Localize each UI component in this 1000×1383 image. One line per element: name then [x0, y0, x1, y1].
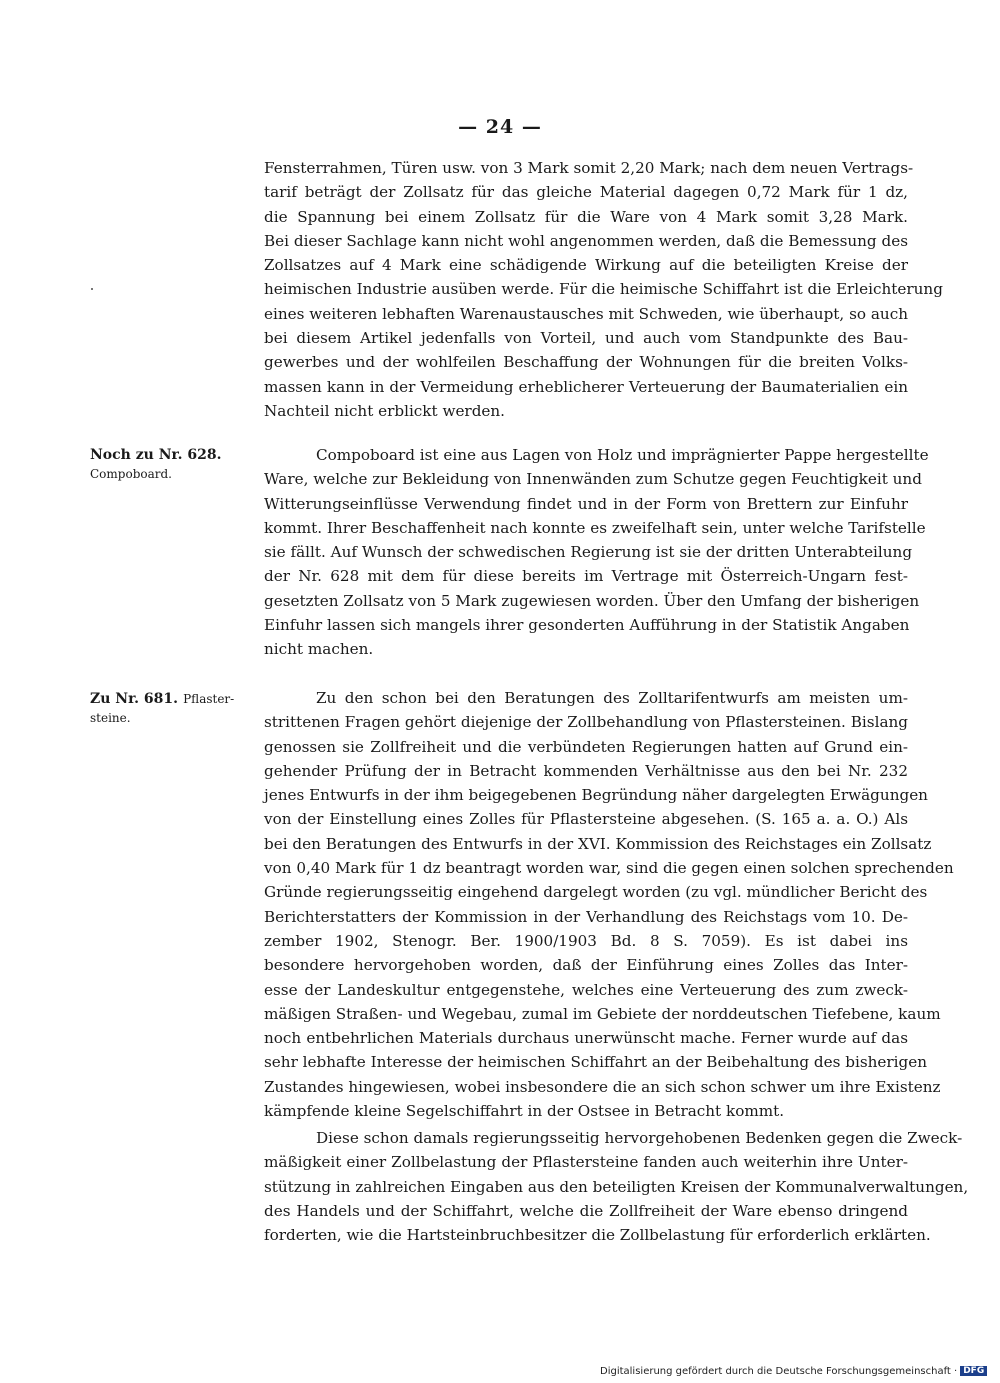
margin-topic-continued: steine.	[90, 711, 131, 725]
margin-ref: Noch zu Nr. 628.	[90, 447, 222, 463]
text-line: mäßigen Straßen- und Wegebau, zumal im Gebiete der norddeutschen Tiefebene, kaum	[264, 1004, 941, 1023]
text-line: forderten, wie die Hartsteinbruchbesitzer die Zollbelastung für erforderlich erklärten.	[264, 1226, 931, 1245]
text-line: Fensterrahmen, Türen usw. von 3 Mark somit 2,20 Mark; nach dem neuen Vertrags-	[264, 159, 914, 177]
text-line: genossen sie Zollfreiheit und die verbündeten Regierungen hatten auf Grund ein-	[264, 737, 908, 756]
text-line: bei diesem Artikel jedenfalls von Vorteil, und auch vom Standpunkte des Bau-	[264, 329, 908, 348]
margin-topic: Compoboard.	[90, 467, 172, 481]
text-line: Berichterstatters der Kommission in der Verhandlung des Reichstags vom 10. De-	[264, 907, 908, 926]
text-line: gewerbes und der wohlfeilen Beschaffung der Wohnungen für die breiten Volks-	[264, 353, 908, 372]
text-line: Witterungseinflüsse Verwendung findet und in der Form von Brettern zur Einfuhr	[264, 494, 908, 513]
text-line: gehender Prüfung der in Betracht kommenden Verhältnisse aus den bei Nr. 232	[264, 761, 908, 780]
text-line: Gründe regierungsseitig eingehend dargelegt worden (zu vgl. mündlicher Bericht des	[264, 883, 928, 902]
text-line: des Handels und der Schiffahrt, welche die Zollfreiheit der Ware ebenso dringend	[264, 1201, 908, 1220]
intro-paragraph	[264, 156, 943, 423]
text-line: strittenen Fragen gehört diejenige der Zollbehandlung von Pflastersteinen. Bislang	[264, 713, 908, 732]
dfg-logo: DFG	[960, 1366, 987, 1376]
text-line: eines weiteren lebhaften Warenaustausches mit Schweden, wie überhaupt, so auch	[264, 304, 908, 323]
text-line: nicht machen.	[264, 640, 374, 659]
margin-topic: Pflaster-	[183, 692, 235, 706]
text-line: zember 1902, Stenogr. Ber. 1900/1903 Bd. 8 S. 7059). Es ist dabei ins	[264, 931, 908, 950]
text-line: Ware, welche zur Bekleidung von Innenwänden zum Schutze gegen Feuchtigkeit und	[264, 470, 922, 489]
speck-mark	[91, 288, 93, 290]
digitization-footer	[600, 1366, 985, 1377]
text-line: Nachteil nicht erblickt werden.	[264, 401, 506, 420]
text-line: esse der Landeskultur entgegenstehe, welches eine Verteuerung des zum zweck-	[264, 980, 908, 999]
text-line: mäßigkeit einer Zollbelastung der Pflastersteine fanden auch weiterhin ihre Unter-	[264, 1153, 908, 1172]
text-line: jenes Entwurfs in der ihm beigegebenen Begründung näher dargelegten Erwägungen	[264, 786, 928, 805]
margin-note-681	[90, 688, 260, 728]
text-line: tarif beträgt der Zollsatz für das gleiche Material dagegen 0,72 Mark für 1 dz,	[264, 183, 908, 202]
text-line: Zustandes hingewiesen, wobei insbesondere die an sich schon schwer um ihre Existenz	[264, 1077, 941, 1096]
text-line: massen kann in der Vermeidung erheblicherer Verteuerung der Baumaterialien ein	[264, 377, 908, 396]
text-line: sie fällt. Auf Wunsch der schwedischen Regierung ist sie der dritten Unterabteilung	[264, 543, 913, 562]
text-line: gesetzten Zollsatz von 5 Mark zugewiesen worden. Über den Umfang der bisherigen	[264, 591, 920, 610]
text-line: Einfuhr lassen sich mangels ihrer gesonderten Aufführung in der Statistik Angaben	[264, 616, 910, 635]
text-line: von 0,40 Mark für 1 dz beantragt worden war, sind die gegen einen solchen sprechenden	[264, 859, 954, 878]
text-line: Zollsatzes auf 4 Mark eine schädigende Wirkung auf die beteiligten Kreise der	[264, 256, 908, 275]
page-number: — 24 —	[458, 116, 542, 138]
text-line: kämpfende kleine Segelschiffahrt in der Ostsee in Betracht kommt.	[264, 1102, 785, 1121]
text-line: die Spannung bei einem Zollsatz für die Ware von 4 Mark somit 3,28 Mark.	[264, 207, 908, 226]
text-line: Bei dieser Sachlage kann nicht wohl angenommen werden, daß die Bemessung des	[264, 231, 908, 250]
paragraph-681-a	[264, 686, 954, 1123]
text-line: noch entbehrlichen Materials durchaus unerwünscht mache. Ferner wurde auf das	[264, 1029, 908, 1048]
text-line: von der Einstellung eines Zolles für Pflastersteine abgesehen. (S. 165 a. a. O.) Als	[264, 810, 908, 829]
margin-note-628	[90, 446, 260, 484]
text-line: bei den Beratungen des Entwurfs in der XVI. Kommission des Reichstages ein Zollsatz	[264, 834, 932, 853]
text-line: Diese schon damals regierungsseitig hervorgehobenen Bedenken gegen die Zweck-	[316, 1129, 963, 1147]
text-line: sehr lebhafte Interesse der heimischen Schiffahrt an der Beibehaltung des bisherigen	[264, 1053, 928, 1072]
margin-ref: Zu Nr. 681.	[90, 691, 179, 707]
text-line: der Nr. 628 mit dem für diese bereits im Vertrage mit Österreich-Ungarn fest-	[264, 567, 908, 586]
text-line: heimischen Industrie ausüben werde. Für die heimische Schiffahrt ist die Erleichterung	[264, 280, 943, 299]
paragraph-628	[264, 443, 929, 662]
paragraph-681-b	[264, 1126, 969, 1247]
text-line: Compoboard ist eine aus Lagen von Holz und imprägnierter Pappe hergestellte	[316, 446, 929, 464]
text-line: Zu den schon bei den Beratungen des Zolltarifentwurfs am meisten um-	[316, 689, 908, 707]
footer-text: Digitalisierung gefördert durch die Deutsche Forschungsgemeinschaft ·	[600, 1366, 958, 1377]
text-line: kommt. Ihrer Beschaffenheit nach konnte es zweifelhaft sein, unter welche Tarifstelle	[264, 518, 926, 537]
text-line: stützung in zahlreichen Eingaben aus den beteiligten Kreisen der Kommunalverwaltungen,	[264, 1177, 969, 1196]
text-line: besondere hervorgehoben worden, daß der Einführung eines Zolles das Inter-	[264, 956, 908, 975]
